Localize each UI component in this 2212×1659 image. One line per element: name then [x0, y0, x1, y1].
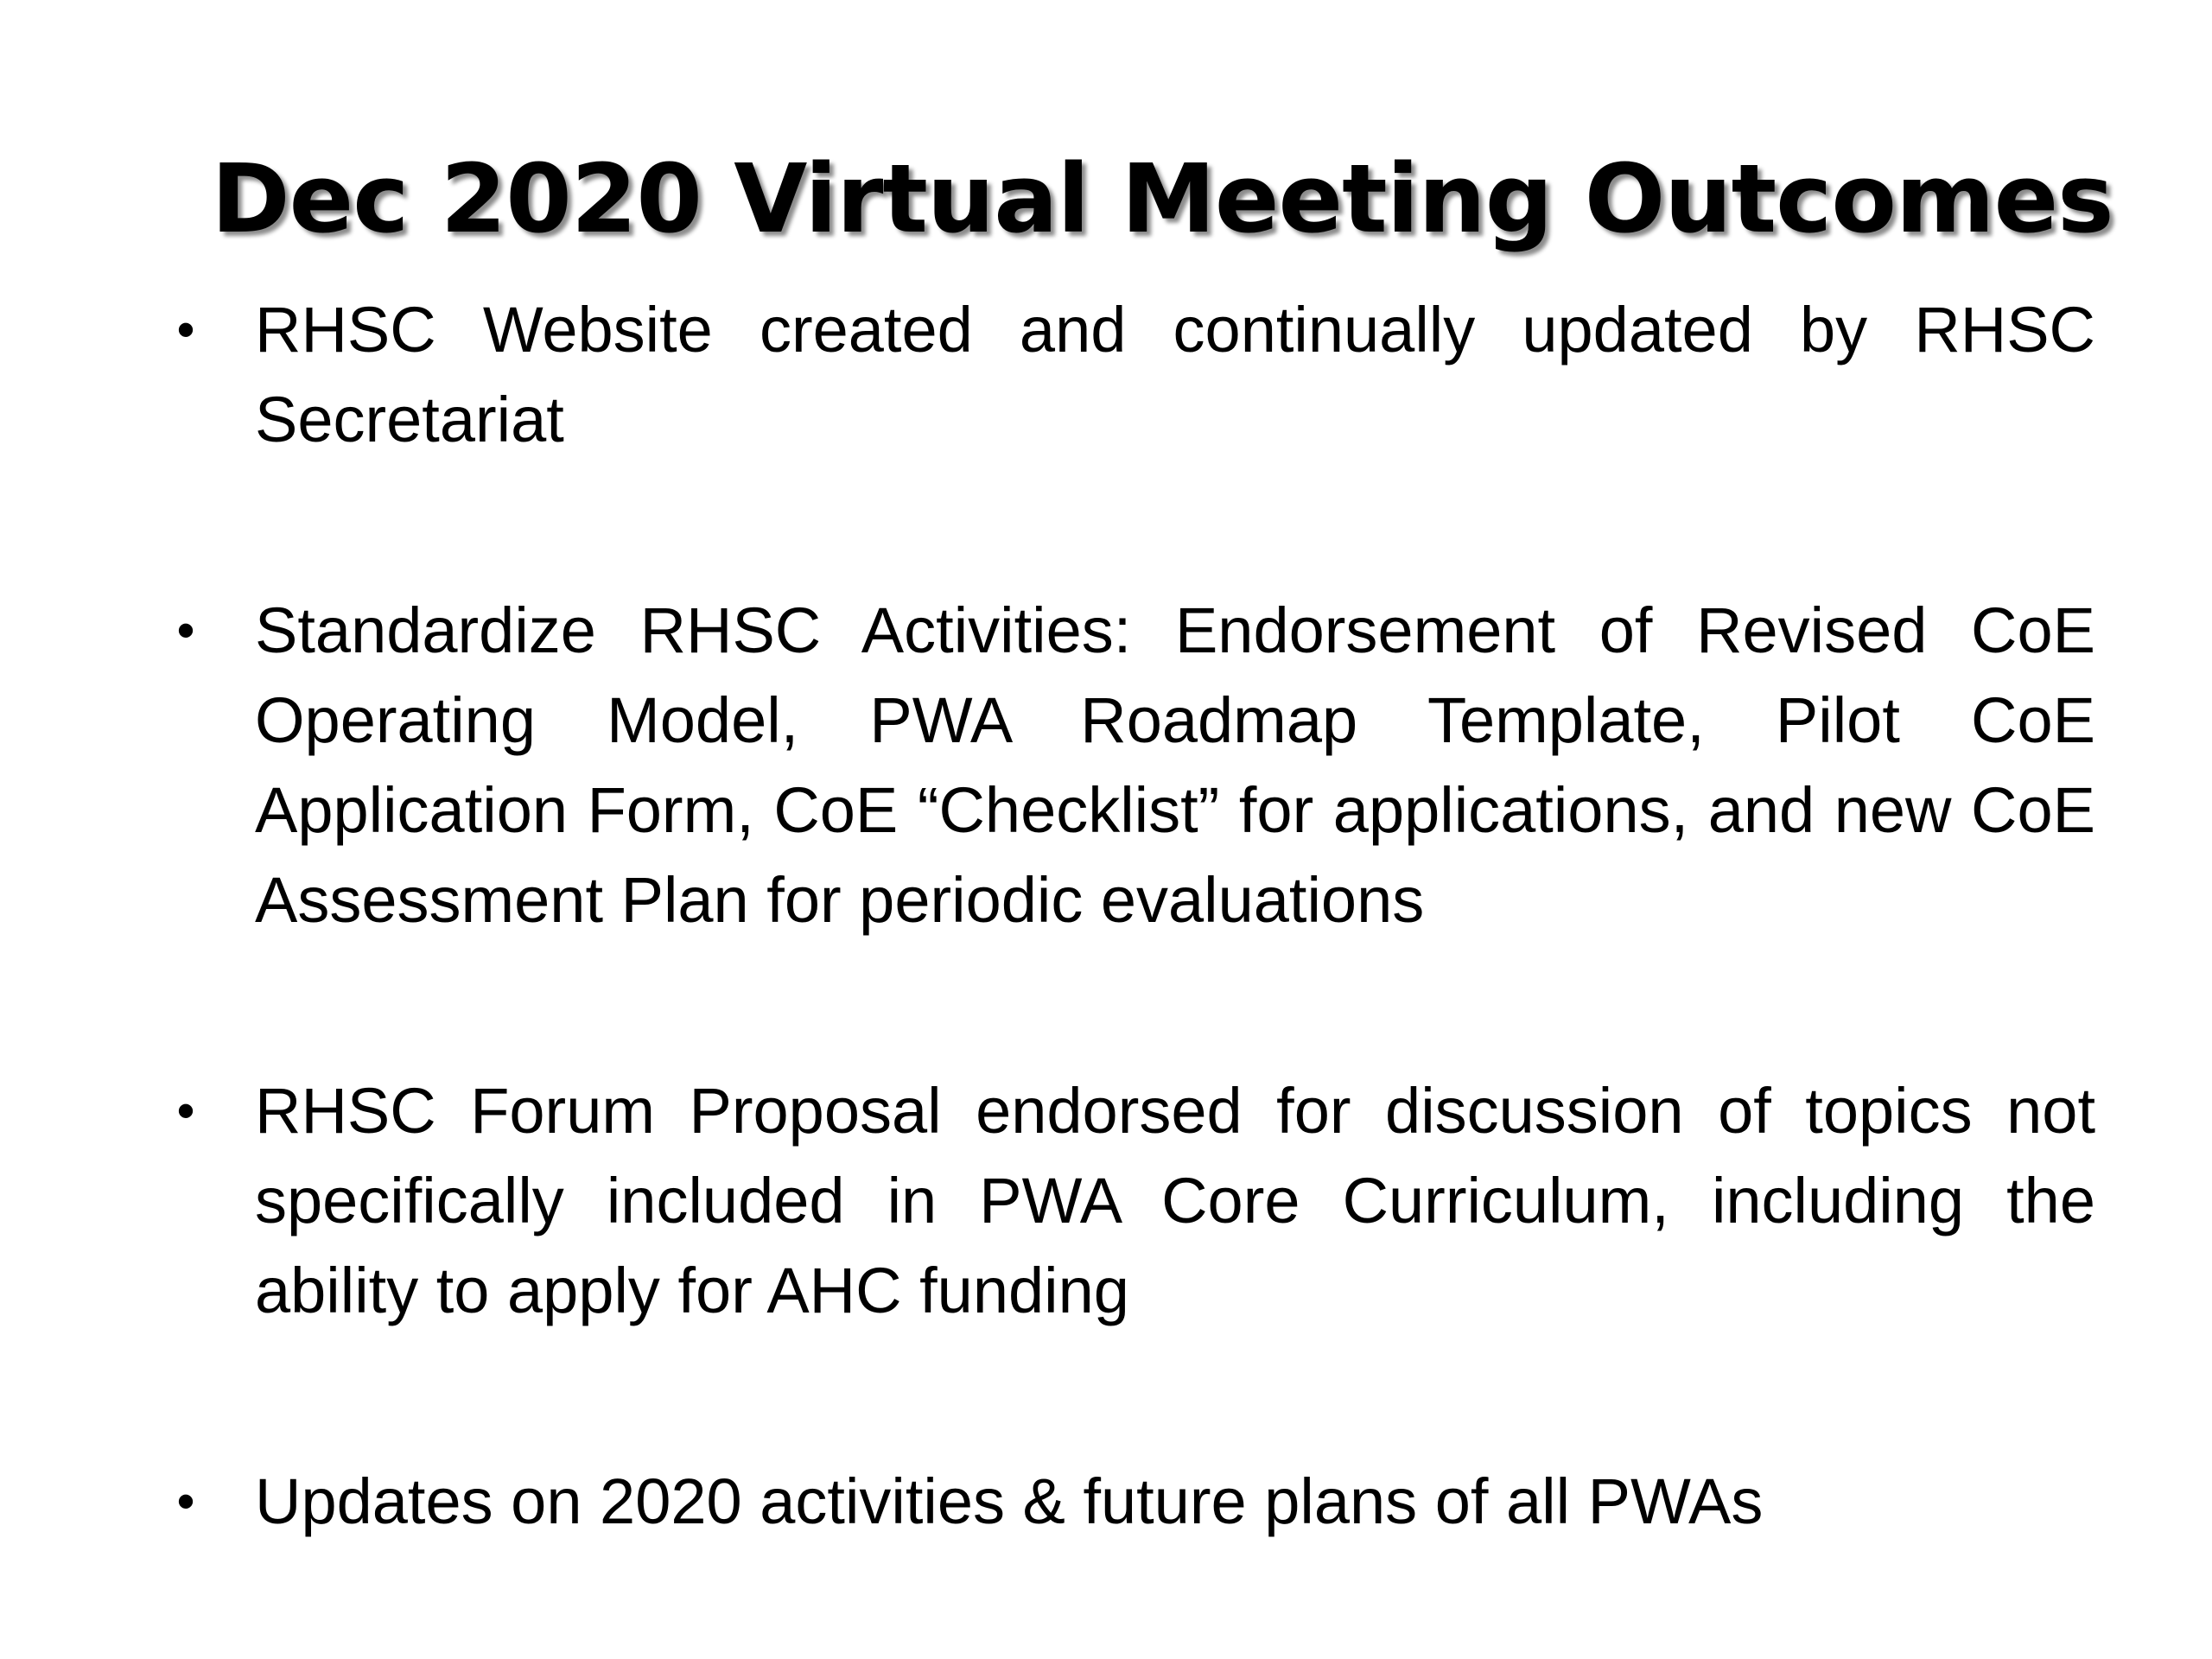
bullet-text: Standardize RHSC Activities: Endorsement of Revised CoE Operating Model, PWA Roadmap Template, Pilot CoE Application Form, CoE “Checklist” for applications, and new CoE Assessment Plan for periodic evaluations [255, 594, 2095, 936]
bullet-icon: • [176, 1472, 195, 1530]
bullet-item-website [176, 285, 2095, 465]
bullet-list [176, 285, 2095, 1659]
bullet-icon: • [176, 601, 195, 659]
bullet-text: RHSC Forum Proposal endorsed for discussion of topics not specifically included in PWA Core Curriculum, including the ability to apply for AHC funding [255, 1075, 2095, 1326]
bullet-text: Updates on 2020 activities & future plans of all PWAs [255, 1465, 1764, 1537]
bullet-item-standardize [176, 586, 2095, 945]
bullet-text: RHSC Website created and continually updated by RHSC Secretariat [255, 294, 2095, 455]
bullet-item-forum [176, 1066, 2095, 1336]
bullet-icon: • [176, 301, 195, 359]
slide-title: Dec 2020 Virtual Meeting Outcomes [211, 143, 2113, 254]
bullet-item-updates [176, 1457, 2095, 1547]
bullet-icon: • [176, 1082, 195, 1140]
